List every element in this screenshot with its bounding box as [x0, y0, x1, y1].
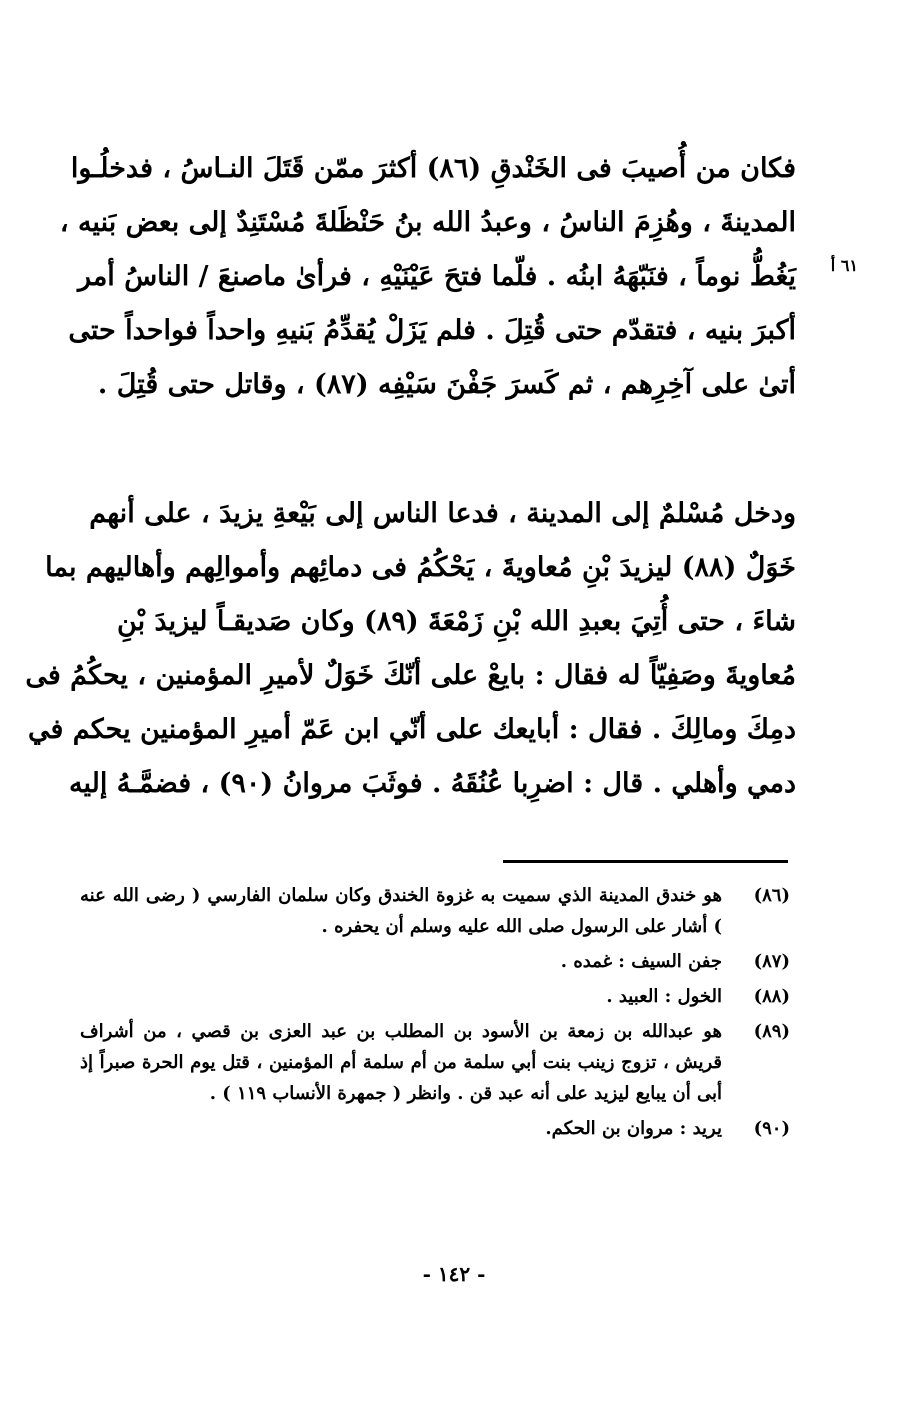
text-line: مُعاويةَ وصَفِيّاً له فقال : بايعْ على أنّكَ خَوَلٌ لأميرِ المؤمنين ، يحكُمُ فى — [25, 660, 796, 691]
paragraph-2 — [25, 487, 796, 811]
footnote-text: جفن السيف : غمده . — [560, 951, 722, 972]
folio-margin-note: ٦١ أ — [830, 256, 858, 275]
text-line: فكان من أُصيبَ فى الخَنْدقِ (٨٦) أكثرَ ممّن قَتَلَ النـاسُ ، فدخلُـوا — [70, 153, 796, 184]
text-line: ودخل مُسْلمٌ إلى المدينة ، فدعا الناس إلى بَيْعةِ يزيدَ ، على أنهم — [89, 498, 796, 529]
text-line: أتىٰ على آخِرِهم ، ثم كَسرَ جَفْنَ سَيْفِه (٨٧) ، وقاتل حتى قُتِلَ . — [97, 369, 796, 400]
text-line: المدينةَ ، وهُزِمَ الناسُ ، وعبدُ الله بنُ حَنْظَلةَ مُسْتَنِدٌ إلى بعض بَنيه ، — [59, 207, 796, 238]
text-line: دمِكَ ومالِكَ . فقال : أبايعك على أنّي ابن عَمّ أميرِ المؤمنين يحكم في — [27, 714, 796, 745]
footnote-text: هو خندق المدينة الذي سميت به غزوة الخندق وكان سلمان الفارسي ( رضى الله عنه ) أشار على الرسول صلى الله عليه وسلم أن يحفره . — [80, 885, 722, 937]
footnote-87 — [80, 946, 796, 977]
text-line: أكبرَ بنيه ، فتقدّم حتى قُتِلَ . فلم يَزَلْ يُقدِّمُ بَنيهِ واحداً فواحداً حتى — [68, 315, 796, 346]
text-line: يَغُطُّ نوماً ، فنَبّهَهُ ابنُه . فلّما فتحَ عَيْنَيْهِ ، فرأىٰ ماصنعَ / الناسُ أمر — [77, 261, 796, 292]
footnote-number: (٨٧) — [753, 951, 790, 972]
footnote-90 — [80, 1113, 796, 1144]
footnote-86 — [80, 880, 796, 942]
footnote-text: يريد : مروان بن الحكم. — [545, 1118, 722, 1139]
text-line: دمي وأهلي . قال : اضرِبا عُنُقَهُ . فوثَبَ مروانُ (٩٠) ، فضمَّـهُ إليه — [69, 768, 796, 799]
paragraph-1 — [59, 142, 796, 412]
footnote-number: (٨٨) — [753, 986, 790, 1007]
footnote-number: (٩٠) — [753, 1118, 790, 1139]
footnote-number: (٨٦) — [753, 885, 790, 906]
footnote-89 — [80, 1016, 796, 1109]
footnote-text: الخول : العبيد . — [606, 986, 722, 1007]
footnote-88 — [80, 981, 796, 1012]
footnote-number: (٨٩) — [753, 1021, 790, 1042]
footnote-text: هو عبدالله بن زمعة بن الأسود بن المطلب بن عبد العزى بن قصي ، من أشراف قريش ، تزوج زينب بنت أبي سلمة من أم سلمة أم المؤمنين ، قتل يوم الحرة صبراً إذ أبى أن يبايع ليزيد على أنه عبد قن . وانظر ( جمهرة الأنساب ١١٩ ) . — [80, 1021, 722, 1104]
text-line: شاءَ ، حتى أُتِيَ بعبدِ الله بْنِ زَمْعَةَ (٨٩) وكان صَديقـاً ليزيدَ بْنِ — [117, 606, 796, 637]
page-number: - ١٤٢ - — [422, 1262, 486, 1286]
footnote-separator — [503, 860, 788, 863]
text-line: خَوَلٌ (٨٨) ليزيدَ بْنِ مُعاويةَ ، يَحْكُمُ فى دمائِهم وأموالِهم وأهاليهم بما — [45, 552, 796, 583]
footnotes — [80, 880, 796, 1148]
